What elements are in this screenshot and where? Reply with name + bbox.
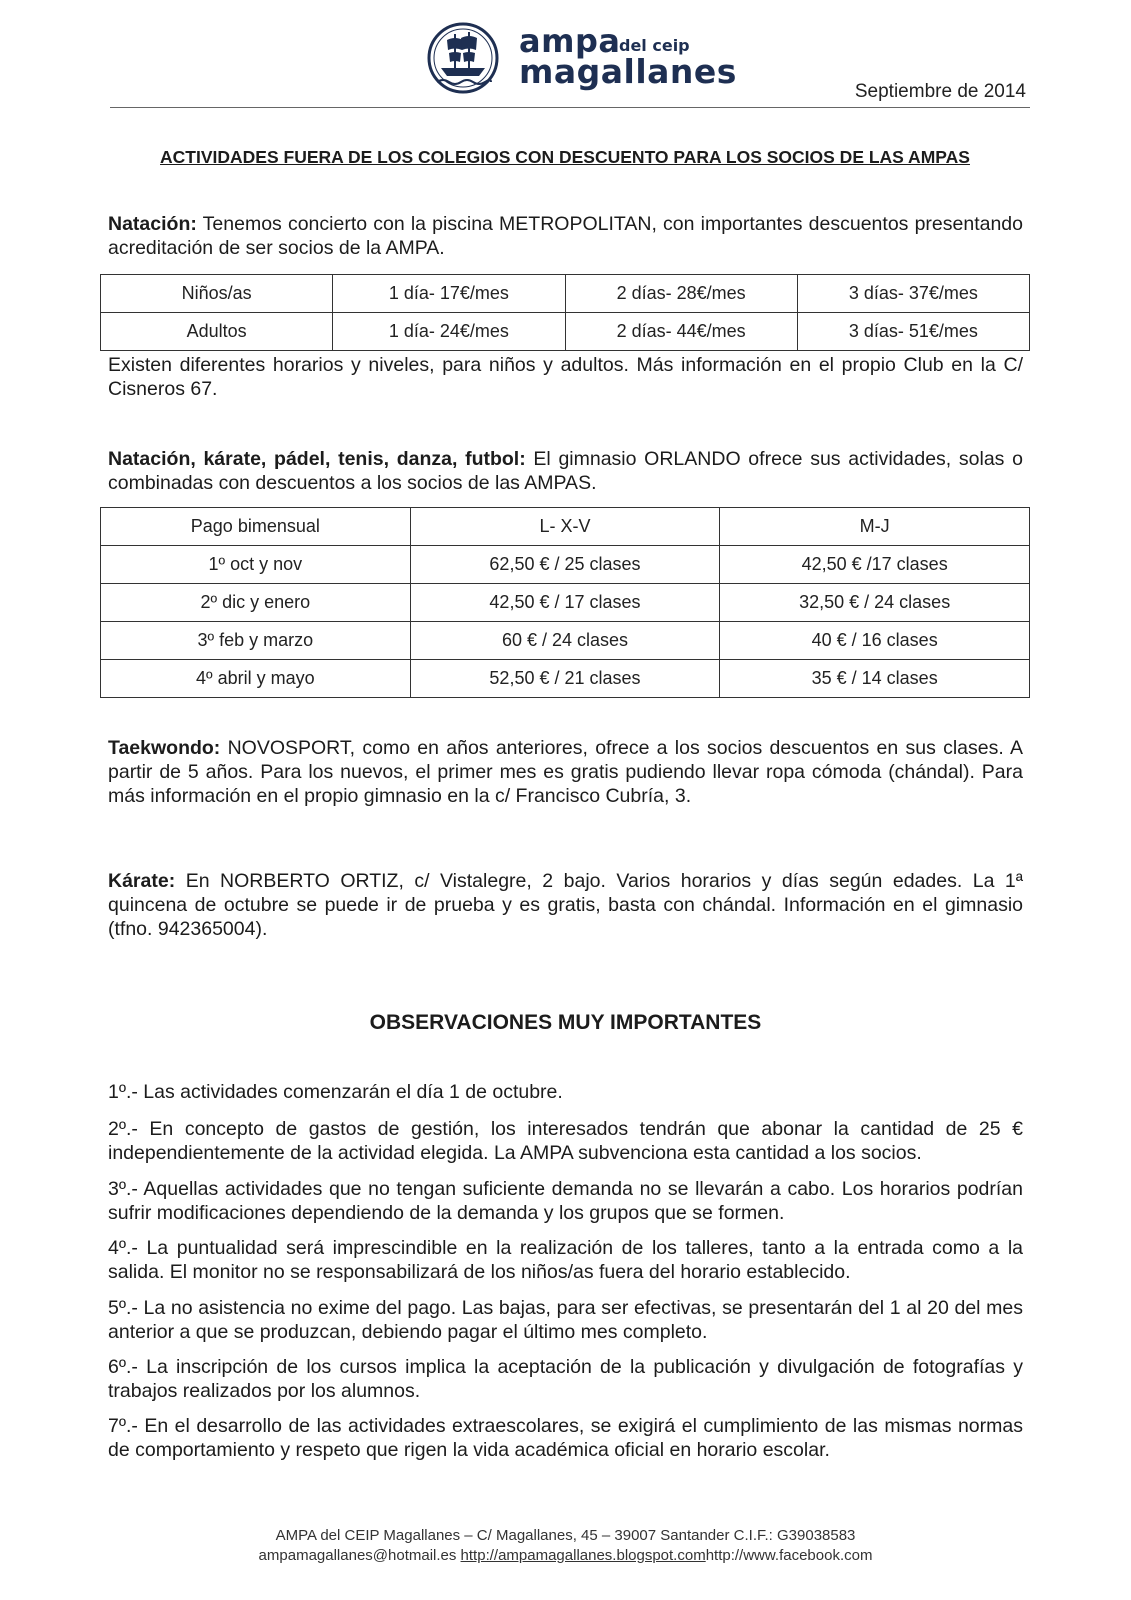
ampa-logo	[425, 20, 737, 96]
table-cell: 2 días- 44€/mes	[565, 313, 797, 351]
table-cell: 32,50 € / 24 clases	[720, 584, 1030, 622]
table-row	[101, 275, 1030, 313]
observacion-item: 6º.- La inscripción de los cursos implica la aceptación de la publicación y divulgación de fotografías y trabajos realizados por los alumnos.	[108, 1356, 1023, 1402]
logo-word-magallanes: magallanes	[519, 52, 737, 91]
table-header-cell: Pago bimensual	[101, 508, 411, 546]
table-cell: 1 día- 17€/mes	[333, 275, 565, 313]
karate-text: En NORBERTO ORTIZ, c/ Vistalegre, 2 bajo. Varios horarios y días según edades. La 1ª quincena de octubre se puede ir de prueba y es gratis, basta con chándal. Información en el gimnasio (tfno. 942365004).	[108, 870, 1023, 940]
observacion-item: 1º.- Las actividades comenzarán el día 1 de octubre.	[108, 1081, 563, 1103]
table-cell: 52,50 € / 21 clases	[410, 660, 720, 698]
footer-address: AMPA del CEIP Magallanes – C/ Magallanes, 45 – 39007 Santander C.I.F.: G39038583	[275, 1527, 856, 1544]
table-cell: 62,50 € / 25 clases	[410, 546, 720, 584]
logo-word-ampa: ampa	[519, 22, 621, 60]
footer-email: ampamagallanes@hotmail.es	[258, 1547, 457, 1564]
logo-word-del-ceip: del ceip	[619, 36, 690, 55]
observacion-item: 7º.- En el desarrollo de las actividades extraescolares, se exigirá el cumplimiento de las mismas normas de comportamiento y respeto que rigen la vida académica oficial en horario escolar.	[108, 1415, 1023, 1461]
observacion-item: 4º.- La puntualidad será imprescindible en la realización de los talleres, tanto a la entrada como a la salida. El monitor no se responsabilizará de los niños/as fuera del horario establecido.	[108, 1237, 1023, 1283]
observaciones-title: OBSERVACIONES MUY IMPORTANTES	[369, 1011, 762, 1034]
observacion-item: 3º.- Aquellas actividades que no tengan suficiente demanda no se llevarán a cabo. Los horarios podrían sufrir modificaciones dependiendo de la demanda y los grupos que se formen.	[108, 1178, 1023, 1224]
table-header-cell: M-J	[720, 508, 1030, 546]
taekwondo-paragraph	[108, 736, 1023, 808]
ship-emblem-icon	[425, 20, 505, 96]
natacion-text: Tenemos concierto con la piscina METROPOLITAN, con importantes descuentos presentando acreditación de ser socios de la AMPA.	[108, 213, 1023, 259]
table-cell: 4º abril y mayo	[101, 660, 411, 698]
orlando-prices-table	[100, 507, 1030, 698]
table-cell: Niños/as	[101, 275, 333, 313]
document-date: Septiembre de 2014	[854, 81, 1026, 102]
table-cell: 2 días- 28€/mes	[565, 275, 797, 313]
natacion-paragraph	[108, 212, 1023, 260]
orlando-text: El gimnasio ORLANDO ofrece sus actividades, solas o combinadas con descuentos a los socios de las AMPAS.	[108, 448, 1023, 494]
table-cell: 42,50 € /17 clases	[720, 546, 1030, 584]
natacion-prices-table	[100, 274, 1030, 351]
taekwondo-text: NOVOSPORT, como en años anteriores, ofrece a los socios descuentos en sus clases. A partir de 5 años. Para los nuevos, el primer mes es gratis pudiendo llevar ropa cómoda (chándal). Para más información en el propio gimnasio en la c/ Francisco Cubría, 3.	[108, 737, 1023, 807]
observacion-item: 2º.- En concepto de gastos de gestión, los interesados tendrán que abonar la cantidad de 25 € independientemente de la actividad elegida. La AMPA subvenciona esta cantidad a los socios.	[108, 1118, 1023, 1164]
table-cell: 1 día- 24€/mes	[333, 313, 565, 351]
table-cell: 2º dic y enero	[101, 584, 411, 622]
table-cell: 35 € / 14 clases	[720, 660, 1030, 698]
table-cell: 1º oct y nov	[101, 546, 411, 584]
taekwondo-label: Taekwondo:	[108, 737, 221, 759]
page-footer	[0, 1526, 1131, 1566]
table-row	[101, 508, 1030, 546]
karate-paragraph	[108, 869, 1023, 941]
table-cell: 42,50 € / 17 clases	[410, 584, 720, 622]
table-row	[101, 584, 1030, 622]
table-cell: 60 € / 24 clases	[410, 622, 720, 660]
natacion-note: Existen diferentes horarios y niveles, para niños y adultos. Más información en el propio Club en la C/ Cisneros 67.	[108, 354, 1023, 400]
footer-facebook: http://www.facebook.com	[705, 1547, 873, 1564]
footer-contacts	[0, 1546, 1131, 1566]
karate-label: Kárate:	[108, 870, 176, 892]
table-row	[101, 660, 1030, 698]
table-cell: 40 € / 16 clases	[720, 622, 1030, 660]
table-header-cell: L- X-V	[410, 508, 720, 546]
footer-blog-link[interactable]: http://ampamagallanes.blogspot.com	[460, 1547, 706, 1564]
header-divider	[110, 107, 1030, 108]
orlando-paragraph	[108, 447, 1023, 495]
table-cell: 3 días- 51€/mes	[797, 313, 1029, 351]
natacion-label: Natación:	[108, 213, 197, 235]
page-title: ACTIVIDADES FUERA DE LOS COLEGIOS CON DESCUENTO PARA LOS SOCIOS DE LAS AMPAS	[160, 147, 970, 167]
table-row	[101, 313, 1030, 351]
table-row	[101, 546, 1030, 584]
observacion-item: 5º.- La no asistencia no exime del pago. Las bajas, para ser efectivas, se presentarán del 1 al 20 del mes anterior a que se produzcan, debiendo pagar el último mes completo.	[108, 1297, 1023, 1343]
table-cell: 3 días- 37€/mes	[797, 275, 1029, 313]
orlando-label: Natación, kárate, pádel, tenis, danza, futbol:	[108, 448, 526, 470]
table-cell: Adultos	[101, 313, 333, 351]
table-cell: 3º feb y marzo	[101, 622, 411, 660]
table-row	[101, 622, 1030, 660]
